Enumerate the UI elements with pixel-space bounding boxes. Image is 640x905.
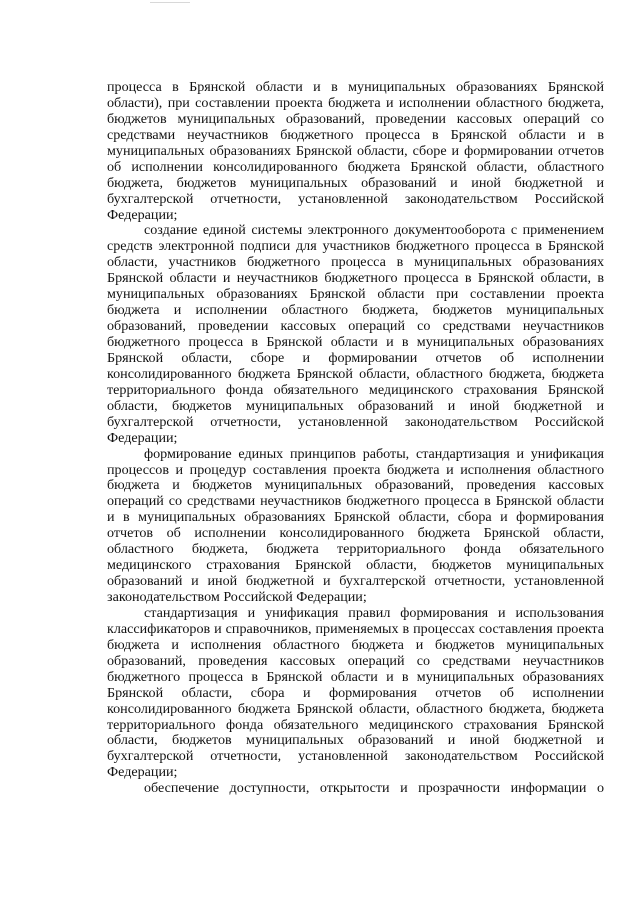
paragraph bbox=[107, 781, 604, 797]
text-line: об исполнении консолидированного бюджета Брянской области, областного bbox=[107, 158, 604, 175]
text-line: области, участников бюджетного процесса в муниципальных образованиях bbox=[107, 254, 604, 271]
text-line: классификаторов и справочников, применяемых в процессах составления проекта bbox=[107, 620, 604, 637]
text-line: области), при составлении проекта бюджета и исполнении областного бюджета, bbox=[107, 94, 604, 111]
text-line: Брянской области, сборе и формировании отчетов об исполнении bbox=[107, 349, 604, 366]
text-line: консолидированного бюджета Брянской области, областного бюджета, бюджета bbox=[107, 700, 604, 717]
text-line: обеспечение доступности, открытости и прозрачности информации о bbox=[144, 780, 604, 797]
text-line: формирование единых принципов работы, стандартизация и унификация bbox=[144, 445, 604, 462]
text-line: бюджетов муниципальных образований, проведении кассовых операций со bbox=[107, 110, 604, 127]
document-body bbox=[107, 80, 604, 797]
text-line: процессов и процедур составления проекта бюджета и исполнения областного bbox=[107, 461, 604, 478]
text-line: областного бюджета, бюджета территориального фонда обязательного bbox=[107, 541, 604, 558]
text-line: и в муниципальных образованиях Брянской области, сбора и формирования bbox=[107, 509, 604, 526]
text-line: бюджета и исполнении областного бюджета, бюджетов муниципальных bbox=[107, 302, 604, 319]
text-line: Федерации; bbox=[107, 429, 178, 446]
text-line: средствами неучастников бюджетного процесса в Брянской области и в bbox=[107, 126, 604, 143]
text-line: бюджета и исполнения областного бюджета и бюджетов муниципальных bbox=[107, 636, 604, 653]
text-line: области, бюджетов муниципальных образований и иной бюджетной и bbox=[107, 732, 604, 749]
paragraph bbox=[107, 80, 604, 223]
text-line: процесса в Брянской области и в муниципальных образованиях Брянской bbox=[107, 79, 604, 95]
text-line: области, бюджетов муниципальных образований и иной бюджетной и bbox=[107, 397, 604, 414]
text-line: средств электронной подписи для участников бюджетного процесса в Брянской bbox=[107, 238, 604, 255]
text-line: бюджета, бюджетов муниципальных образований и иной бюджетной и bbox=[107, 174, 604, 191]
text-line: бюджетного процесса в Брянской области и в муниципальных образованиях bbox=[107, 334, 604, 350]
paragraph bbox=[107, 223, 604, 446]
text-line: муниципальных образованиях Брянской области, сборе и формировании отчетов bbox=[107, 142, 604, 159]
text-line: отчетов об исполнении консолидированного бюджета Брянской области, bbox=[107, 525, 604, 542]
text-line: территориального фонда обязательного медицинского страхования Брянской bbox=[107, 716, 604, 733]
text-line: бюджетного процесса в Брянской области и в муниципальных образованиях bbox=[107, 668, 604, 685]
text-line: Брянской области, сбора и формирования отчетов об исполнении bbox=[107, 684, 604, 701]
text-line: бюджета и бюджетов муниципальных образований, проведения кассовых bbox=[107, 477, 604, 494]
text-line: медицинского страхования Брянской области, бюджетов муниципальных bbox=[107, 557, 604, 574]
text-line: бухгалтерской отчетности, установленной законодательством Российской bbox=[107, 748, 604, 765]
text-line: образований и иной бюджетной и бухгалтерской отчетности, установленной bbox=[107, 573, 604, 590]
text-line: муниципальных образованиях Брянской области при составлении проекта bbox=[107, 286, 604, 303]
paragraph bbox=[107, 606, 604, 781]
scan-artifact bbox=[150, 2, 190, 3]
text-line: образований, проведении кассовых операций со средствами неучастников bbox=[107, 318, 604, 335]
paragraph bbox=[107, 447, 604, 606]
text-line: Федерации; bbox=[107, 206, 178, 223]
text-line: консолидированного бюджета Брянской области, областного бюджета, бюджета bbox=[107, 365, 604, 382]
text-line: законодательством Российской Федерации; bbox=[107, 589, 367, 605]
text-line: создание единой системы электронного документооборота с применением bbox=[144, 222, 604, 239]
text-line: территориального фонда обязательного медицинского страхования Брянской bbox=[107, 381, 604, 398]
text-line: стандартизация и унификация правил формирования и использования bbox=[144, 604, 604, 621]
text-line: операций со средствами неучастников бюджетного процесса в Брянской области bbox=[107, 493, 604, 510]
text-line: бухгалтерской отчетности, установленной законодательством Российской bbox=[107, 190, 604, 207]
text-line: бухгалтерской отчетности, установленной законодательством Российской bbox=[107, 413, 604, 430]
text-line: образований, проведения кассовых операций со средствами неучастников bbox=[107, 652, 604, 669]
text-line: Брянской области и неучастников бюджетного процесса в Брянской области, в bbox=[107, 270, 604, 287]
text-line: Федерации; bbox=[107, 764, 178, 781]
